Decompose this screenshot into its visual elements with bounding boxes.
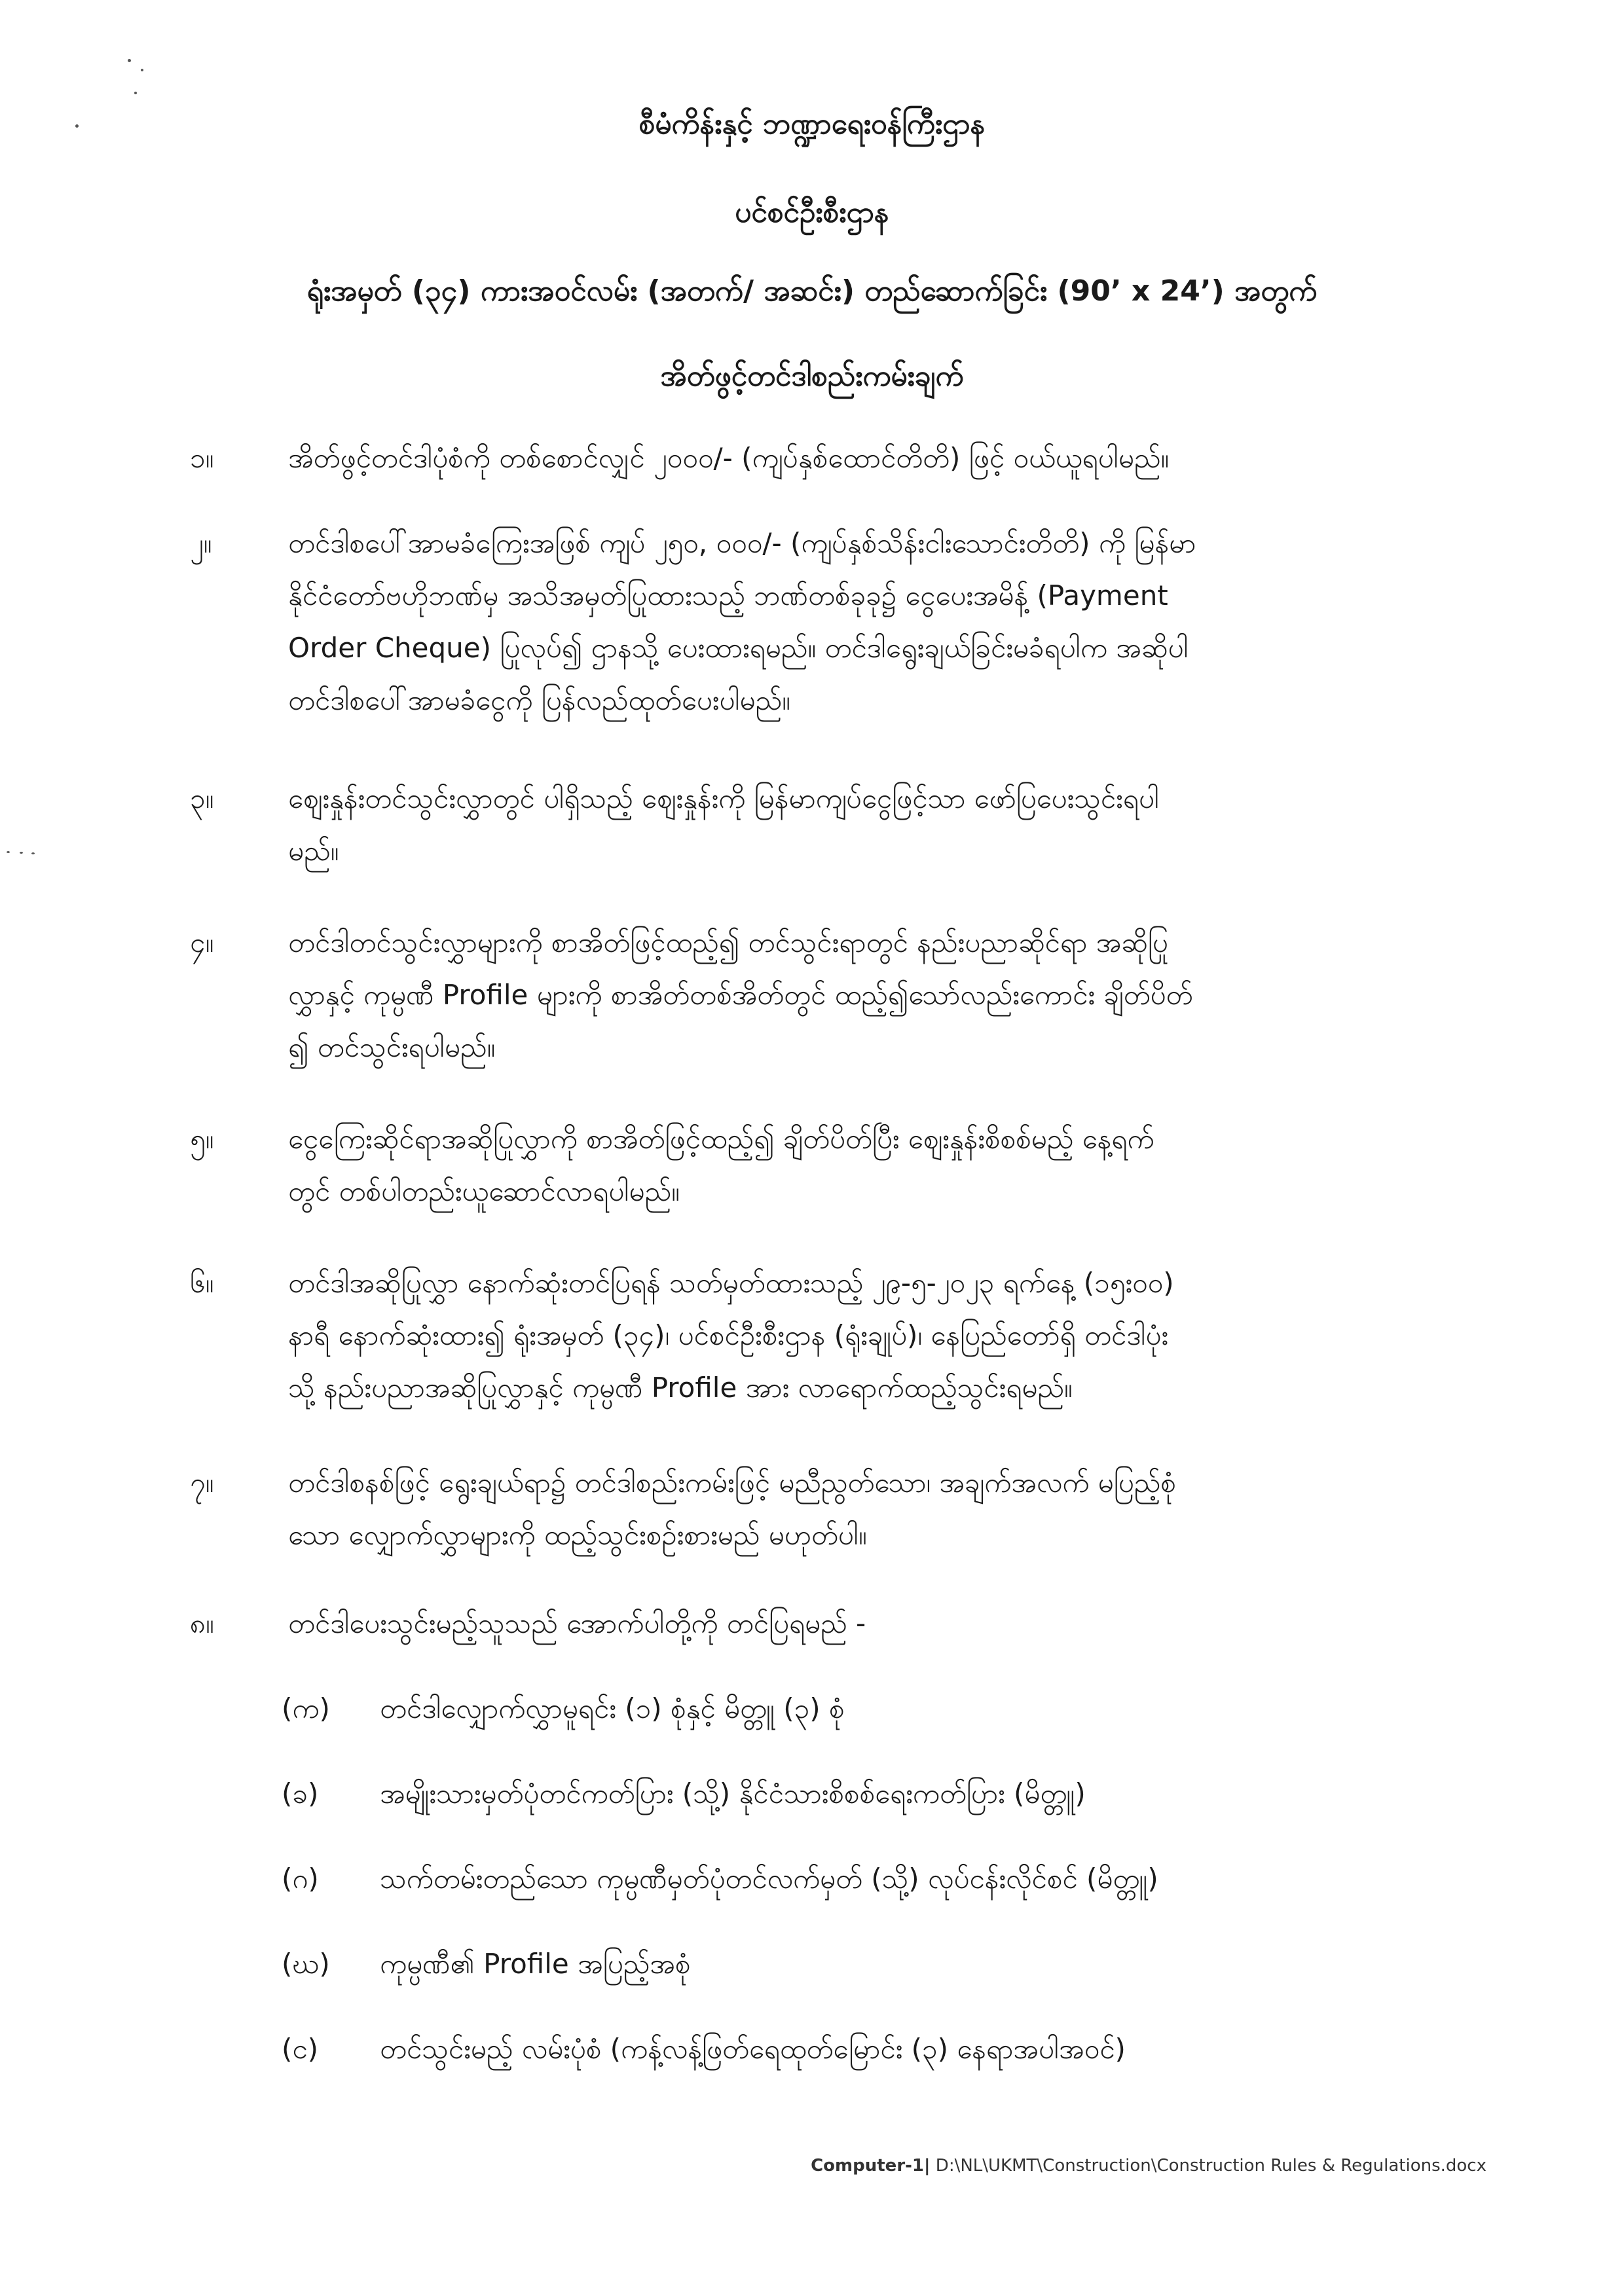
rule-line: ငွေကြေးဆိုင်ရာအဆိုပြုလွှာကို စာအိတ်ဖြင့်ထည့်၍ ချိတ်ပိတ်ပြီး ဈေးနှုန်းစိစစ်မည့် နေ့ရက် — [288, 1123, 1154, 1155]
footer-path: D:\NL\UKMT\Construction\Construction Rules & Regulations.docx — [930, 2156, 1486, 2176]
document-title: အိတ်ဖွင့်တင်ဒါစည်းကမ်းချက် — [660, 359, 964, 393]
rule-number: ၈။ — [190, 1607, 214, 1639]
scan-speck — [7, 851, 10, 853]
rule-number: ၂။ — [190, 527, 212, 559]
rule-number: ၇။ — [190, 1467, 214, 1499]
footer-separator: | — [924, 2156, 931, 2176]
footer-computer-label: Computer-1 — [811, 2156, 925, 2176]
rule-line: တင်ဒါတင်သွင်းလွှာများကို စာအိတ်ဖြင့်ထည့်၍ တင်သွင်းရာတွင် နည်းပညာဆိုင်ရာ အဆိုပြု — [288, 926, 1168, 958]
footer-file-path — [811, 2154, 1486, 2178]
sub-item-label: (င) — [282, 2033, 319, 2065]
rule-line: အိတ်ဖွင့်တင်ဒါပုံစံကို တစ်စောင်လျှင် ၂၀၀၀/- (ကျပ်နှစ်ထောင်တိတိ) ဖြင့် ဝယ်ယူရပါမည်။ — [288, 442, 1170, 474]
rule-line: တွင် တစ်ပါတည်းယူဆောင်လာရပါမည်။ — [288, 1175, 680, 1207]
rule-line: နာရီ နောက်ဆုံးထား၍ ရုံးအမှတ် (၃၄)၊ ပင်စင်ဦးစီးဌာန (ရုံးချုပ်)၊ နေပြည်တော်ရှိ တင်ဒါပုံး — [288, 1319, 1168, 1351]
scan-speck — [134, 92, 137, 94]
ministry-title: စီမံကိန်းနှင့် ဘဏ္ဍာရေးဝန်ကြီးဌာန — [638, 107, 986, 141]
scan-speck — [31, 852, 35, 854]
rule-line: ၍ တင်သွင်းရပါမည်။ — [288, 1031, 496, 1063]
sub-item-label: (ဂ) — [282, 1863, 319, 1895]
rule-number: ၆။ — [190, 1267, 214, 1299]
sub-item-label: (ခ) — [282, 1777, 319, 1810]
sub-item-label: (ဃ) — [282, 1948, 330, 1980]
rule-number: ၄။ — [190, 926, 214, 958]
rule-line: တင်ဒါပေးသွင်းမည့်သူသည် အောက်ပါတို့ကို တင်ပြရမည် - — [288, 1607, 866, 1639]
rule-line: တင်ဒါအဆိုပြုလွှာ နောက်ဆုံးတင်ပြရန် သတ်မှတ်ထားသည့် ၂၉-၅-၂၀၂၃ ရက်နေ့ (၁၅း၀၀) — [288, 1267, 1174, 1299]
rule-line: မည်။ — [288, 835, 339, 867]
rule-line: သော လျှောက်လွှာများကို ထည့်သွင်းစဉ်းစားမည် မဟုတ်ပါ။ — [288, 1519, 867, 1551]
department-title: ပင်စင်ဦးစီးဌာန — [735, 196, 889, 229]
rule-line: ဈေးနှုန်းတင်သွင်းလွှာတွင် ပါရှိသည့် ဈေးနှုန်းကို မြန်မာကျပ်ငွေဖြင့်သာ ဖော်ပြပေးသွင်းရပါ — [288, 782, 1160, 814]
rule-line: တင်ဒါစပေါ်အာမခံကြေးအဖြစ် ကျပ် ၂၅၀, ၀၀၀/- (ကျပ်နှစ်သိန်းငါးသောင်းတိတိ) ကို မြန်မာ — [288, 527, 1196, 559]
scan-speck — [141, 69, 143, 71]
scan-speck — [128, 59, 131, 62]
rule-line: လွှာနှင့် ကုမ္ပဏီ Profile များကို စာအိတ်တစ်အိတ်တွင် ထည့်၍သော်လည်းကောင်း ချိတ်ပိတ် — [288, 979, 1193, 1011]
rule-number: ၅။ — [190, 1123, 214, 1155]
rule-number: ၁။ — [190, 442, 214, 474]
sub-item-text: အမျိုးသားမှတ်ပုံတင်ကတ်ပြား (သို့) နိုင်ငံသားစိစစ်ရေးကတ်ပြား (မိတ္တူ) — [380, 1777, 1086, 1810]
scan-speck — [20, 852, 23, 854]
rule-line: နိုင်ငံတော်ဗဟိုဘဏ်မှ အသိအမှတ်ပြုထားသည့် ဘဏ်တစ်ခုခု၌ ငွေပေးအမိန့် (Payment — [288, 579, 1168, 611]
sub-item-text: တင်ဒါလျှောက်လွှာမူရင်း (၁) စုံနှင့် မိတ္တူ (၃) စုံ — [380, 1692, 845, 1724]
rule-line: Order Cheque) ပြုလုပ်၍ ဌာနသို့ ပေးထားရမည်။ တင်ဒါရွေးချယ်ခြင်းမခံရပါက အဆိုပါ — [288, 632, 1189, 664]
rule-line: တင်ဒါစနစ်ဖြင့် ရွေးချယ်ရာ၌ တင်ဒါစည်းကမ်းဖြင့် မညီညွတ်သော၊ အချက်အလက် မပြည့်စုံ — [288, 1467, 1176, 1499]
sub-item-text: ကုမ္ပဏီ၏ Profile အပြည့်အစုံ — [380, 1948, 691, 1980]
rule-line: တင်ဒါစပေါ်အာမခံငွေကို ပြန်လည်ထုတ်ပေးပါမည်။ — [288, 684, 790, 716]
sub-item-text: တင်သွင်းမည့် လမ်းပုံစံ (ကန့်လန့်ဖြတ်ရေထုတ်မြောင်း (၃) နေရာအပါအဝင်) — [380, 2033, 1126, 2065]
project-title: ရုံးအမှတ် (၃၄) ကားအဝင်လမ်း (အတက်/ အဆင်း) တည်ဆောက်ခြင်း (90’ x 24’) အတွက် — [306, 274, 1318, 308]
sub-item-label: (က) — [282, 1692, 330, 1724]
rule-line: သို့ နည်းပညာအဆိုပြုလွှာနှင့် ကုမ္ပဏီ Profile အား လာရောက်ထည့်သွင်းရမည်။ — [288, 1372, 1073, 1404]
rule-number: ၃။ — [190, 782, 214, 814]
sub-item-text: သက်တမ်းတည်သော ကုမ္ပဏီမှတ်ပုံတင်လက်မှတ် (သို့) လုပ်ငန်းလိုင်စင် (မိတ္တူ) — [380, 1863, 1158, 1895]
